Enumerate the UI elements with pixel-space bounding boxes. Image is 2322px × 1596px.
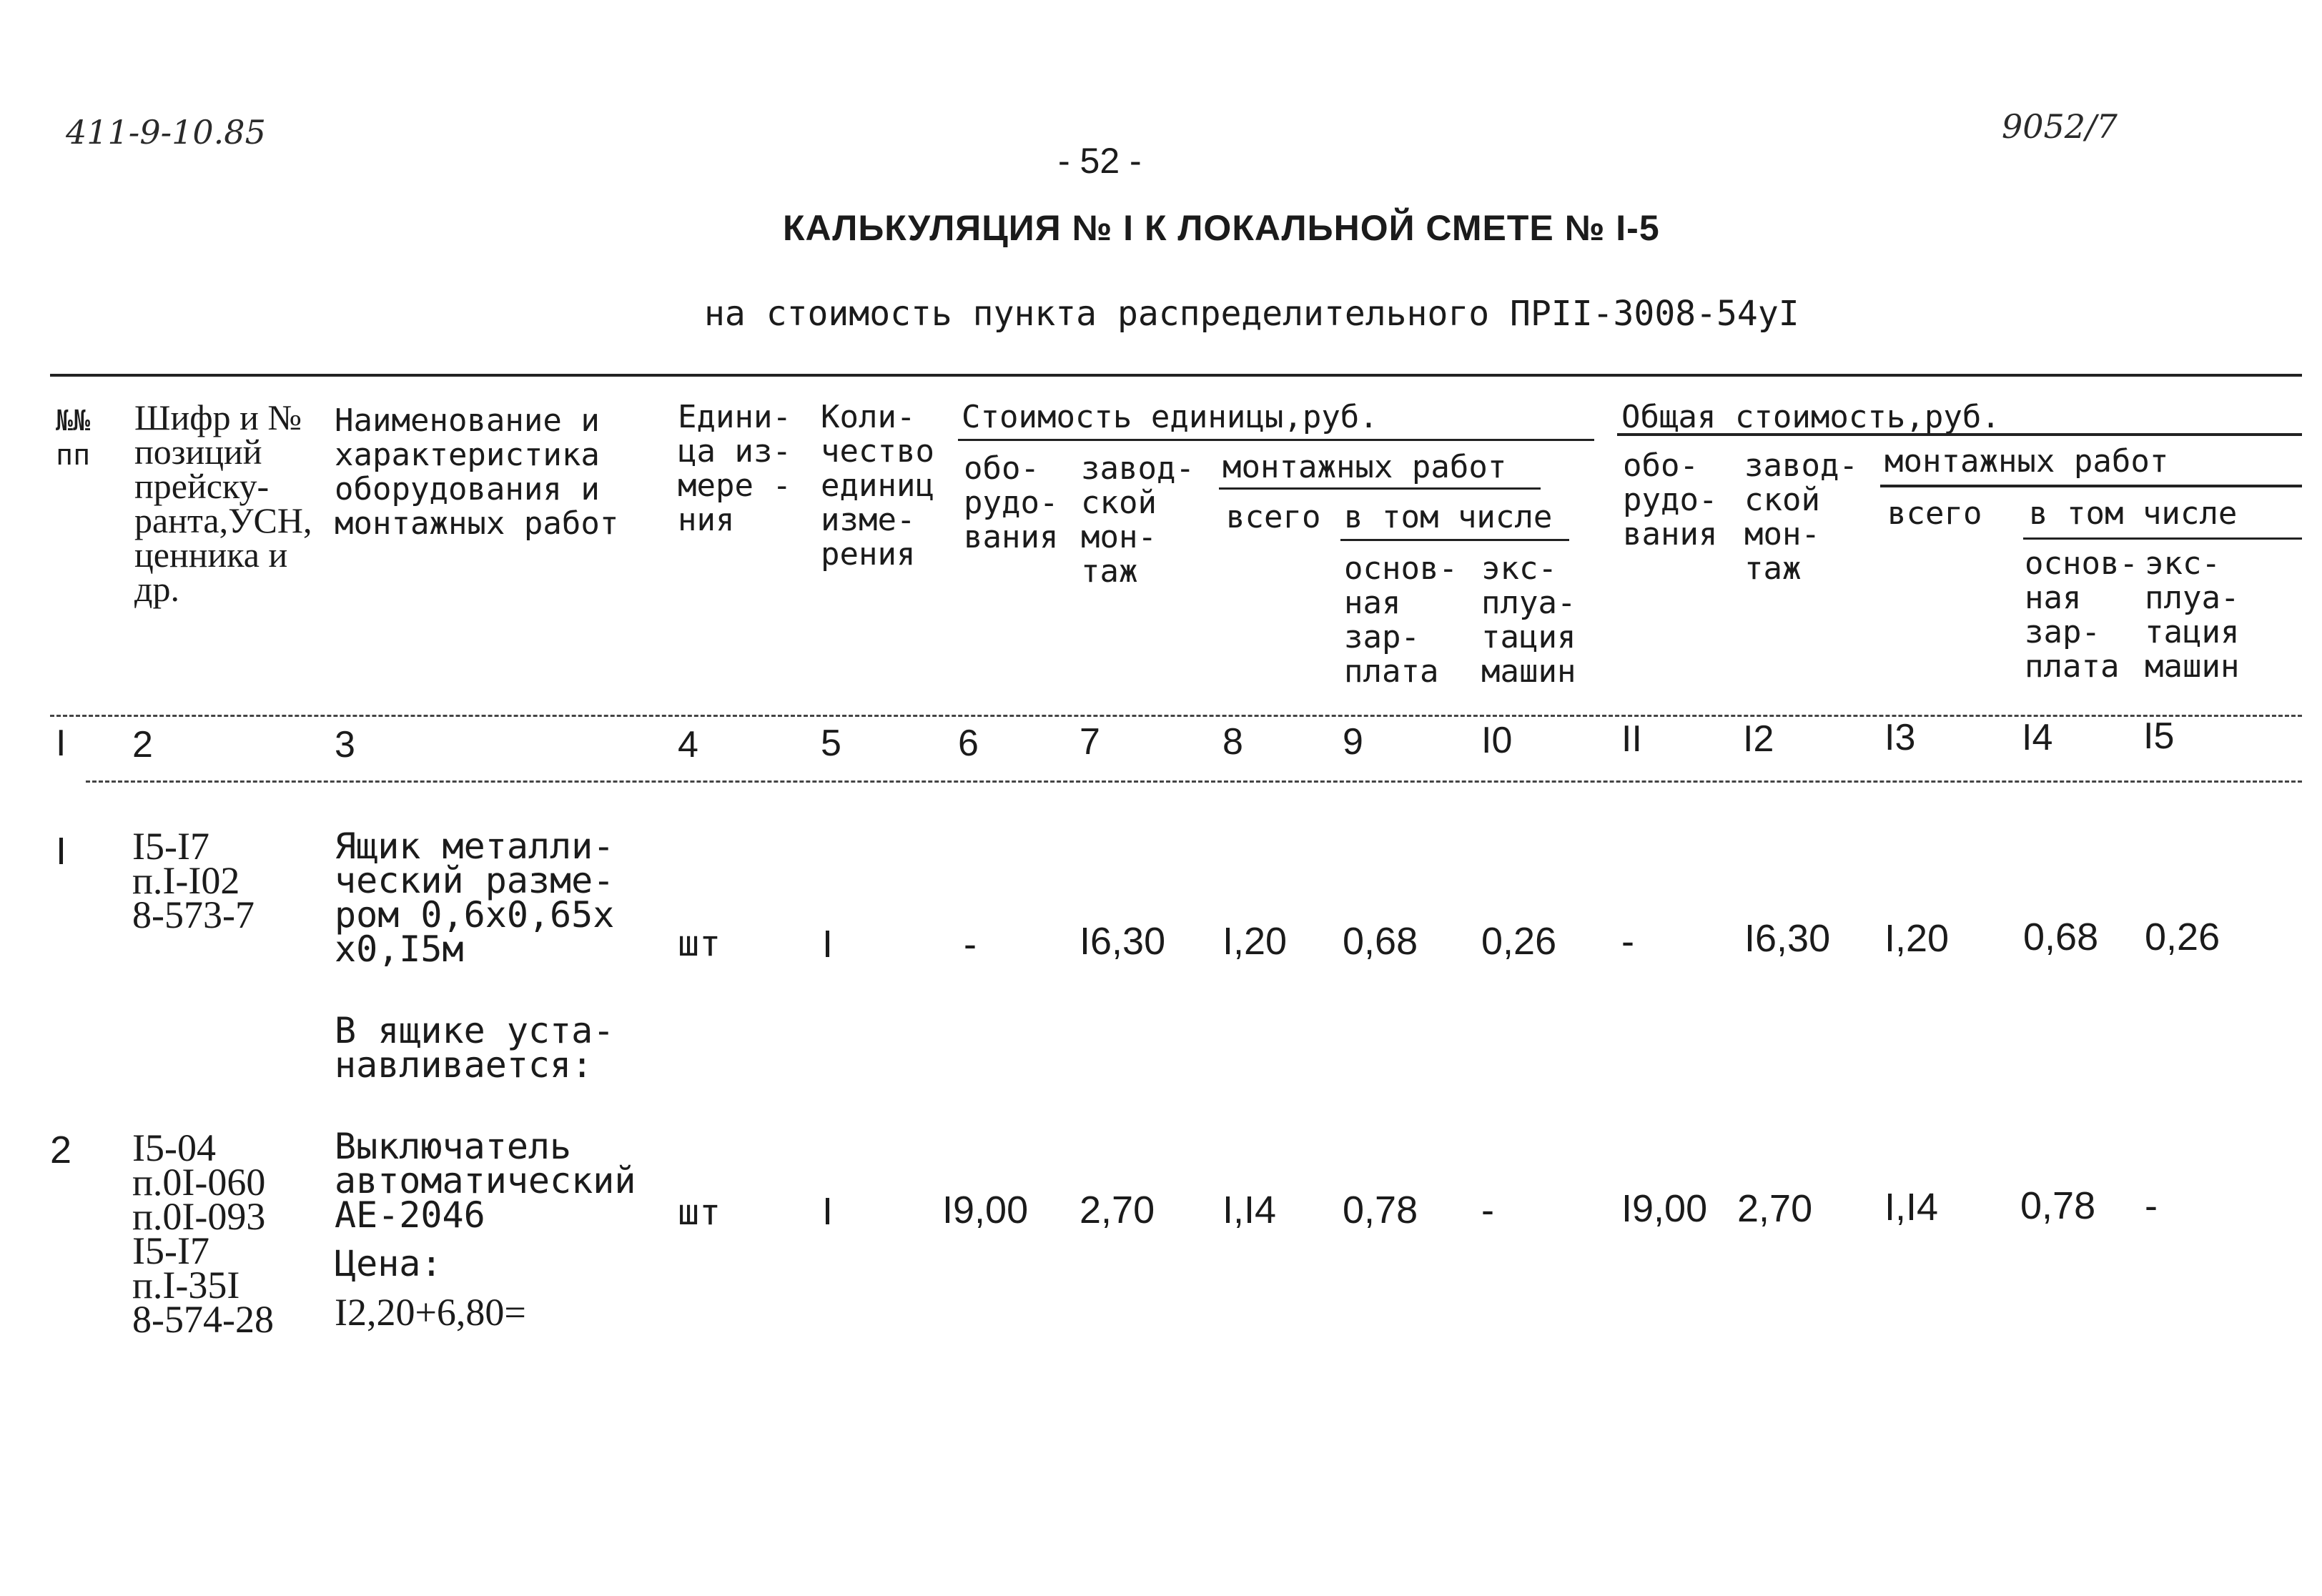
row-1-total-factory-install: I6,30: [1744, 917, 1831, 960]
row-2-total-basic-wage: 0,78: [2020, 1184, 2096, 1227]
header-unit-including: в том числе: [1344, 499, 1553, 535]
header-total-including: в том числе: [2029, 495, 2238, 532]
header-col-code: Шифр и № позиций прейску- ранта,УСН, ценника и др.: [134, 397, 312, 609]
unit-install-works-rule: [1219, 487, 1541, 490]
row-2-machine-operation: -: [1481, 1189, 1494, 1231]
row-2-quantity: I: [822, 1190, 834, 1233]
total-cost-group-rule: [1617, 433, 2302, 436]
row-1-total-machine-operation: 0,26: [2145, 916, 2220, 958]
row-1-code: I5-I7 п.I-I02 8-573-7: [132, 825, 255, 936]
header-bottom-rule: [50, 715, 2302, 717]
row-1-factory-install: I6,30: [1080, 920, 1166, 963]
archive-number: 9052/7: [2002, 107, 2118, 146]
header-unit-factory-install: завод- ской мон- таж: [1081, 450, 1195, 590]
header-col-number: №№ пп: [56, 405, 91, 472]
row-1-install-total: I,20: [1222, 920, 1288, 963]
header-col-quantity: Коли- чество единиц изме- рения: [821, 399, 934, 573]
column-number: 3: [335, 724, 355, 765]
header-total-machine-operation: экс- плуа- тация машин: [2145, 545, 2240, 685]
header-unit-cost-group: Стоимость единицы,руб.: [962, 399, 1378, 435]
row-2-install-total: I,I4: [1222, 1189, 1277, 1231]
header-unit-machine-operation: экс- плуа- тация машин: [1481, 550, 1576, 690]
row-2-total-machine-operation: -: [2145, 1184, 2158, 1227]
header-col-name: Наименование и характеристика оборудования и монтажных работ: [335, 402, 619, 542]
row-2-total-factory-install: 2,70: [1737, 1187, 1813, 1230]
row-1-quantity: I: [822, 923, 834, 966]
total-including-rule: [2023, 537, 2302, 540]
row-1-name: Ящик металли- ческий разме- ром 0,6х0,65х х0,I5м: [335, 826, 615, 970]
row-1-equipment: -: [964, 923, 977, 966]
column-number: II: [1621, 718, 1642, 760]
column-number: 4: [678, 724, 698, 765]
header-unit-equipment: обо- рудо- вания: [964, 450, 1059, 555]
row-1-total-install-total: I,20: [1884, 917, 1950, 960]
column-number: I0: [1481, 720, 1513, 761]
header-unit-install-works: монтажных работ: [1222, 449, 1507, 485]
row-2-number: 2: [50, 1129, 72, 1171]
row-1-total-equipment: -: [1621, 920, 1634, 963]
unit-including-rule: [1340, 539, 1569, 541]
column-number: 9: [1343, 721, 1363, 763]
row-note: В ящике уста- навливается:: [335, 1010, 615, 1086]
row-2-total-equipment: I9,00: [1621, 1187, 1708, 1230]
unit-cost-group-rule: [958, 439, 1594, 441]
row-2-total-install-total: I,I4: [1884, 1186, 1939, 1229]
column-number: 7: [1080, 721, 1100, 763]
header-total-equipment: обо- рудо- вания: [1623, 447, 1718, 552]
header-total-total: всего: [1887, 495, 1982, 532]
row-2-equipment: I9,00: [942, 1189, 1029, 1231]
row-1-machine-operation: 0,26: [1481, 920, 1557, 963]
page-title: КАЛЬКУЛЯЦИЯ № I К ЛОКАЛЬНОЙ СМЕТЕ № I-5: [783, 208, 1660, 248]
column-number: I3: [1884, 717, 1916, 758]
row-2-price-formula: I2,20+6,80=: [335, 1291, 526, 1334]
column-number: I4: [2022, 717, 2053, 758]
row-2-name: Выключатель автоматический АЕ-2046: [335, 1126, 636, 1236]
total-install-works-rule: [1880, 485, 2302, 487]
header-total-basic-wage: основ- ная зар- плата: [2025, 545, 2138, 685]
row-2-code: I5-04 п.0I-060 п.0I-093 I5-I7 п.I-35I 8-574-28: [132, 1126, 274, 1341]
column-number: 8: [1222, 721, 1243, 763]
column-numbers-rule: [86, 780, 2302, 783]
row-2-basic-wage: 0,78: [1343, 1189, 1418, 1231]
header-total-factory-install: завод- ской мон- таж: [1744, 447, 1858, 587]
row-1-unit: шт: [678, 923, 721, 964]
column-number: 5: [821, 723, 841, 764]
row-1-number: I: [56, 830, 67, 873]
header-unit-total: всего: [1226, 499, 1321, 535]
row-1-total-basic-wage: 0,68: [2023, 916, 2099, 958]
header-total-cost-group: Общая стоимость,руб.: [1621, 399, 2000, 435]
column-number: I2: [1743, 718, 1774, 760]
header-unit-basic-wage: основ- ная зар- плата: [1344, 550, 1458, 690]
row-2-price-label: Цена:: [335, 1243, 443, 1284]
row-1-basic-wage: 0,68: [1343, 920, 1418, 963]
column-number: 2: [132, 724, 153, 765]
document-code: 411-9-10.85: [66, 113, 266, 152]
row-2-unit: шт: [678, 1191, 721, 1233]
table-top-rule: [50, 374, 2302, 377]
page-number: - 52 -: [1058, 141, 1142, 181]
row-2-factory-install: 2,70: [1080, 1189, 1155, 1231]
page-subtitle: на стоимость пункта распределительного ПРII-3008-54уI: [704, 294, 1799, 334]
column-number: I5: [2143, 715, 2175, 757]
column-number: I: [56, 723, 66, 764]
column-number: 6: [958, 723, 979, 764]
header-total-install-works: монтажных работ: [1884, 443, 2169, 480]
header-col-unit: Едини- ца из- мере - ния: [678, 399, 791, 538]
